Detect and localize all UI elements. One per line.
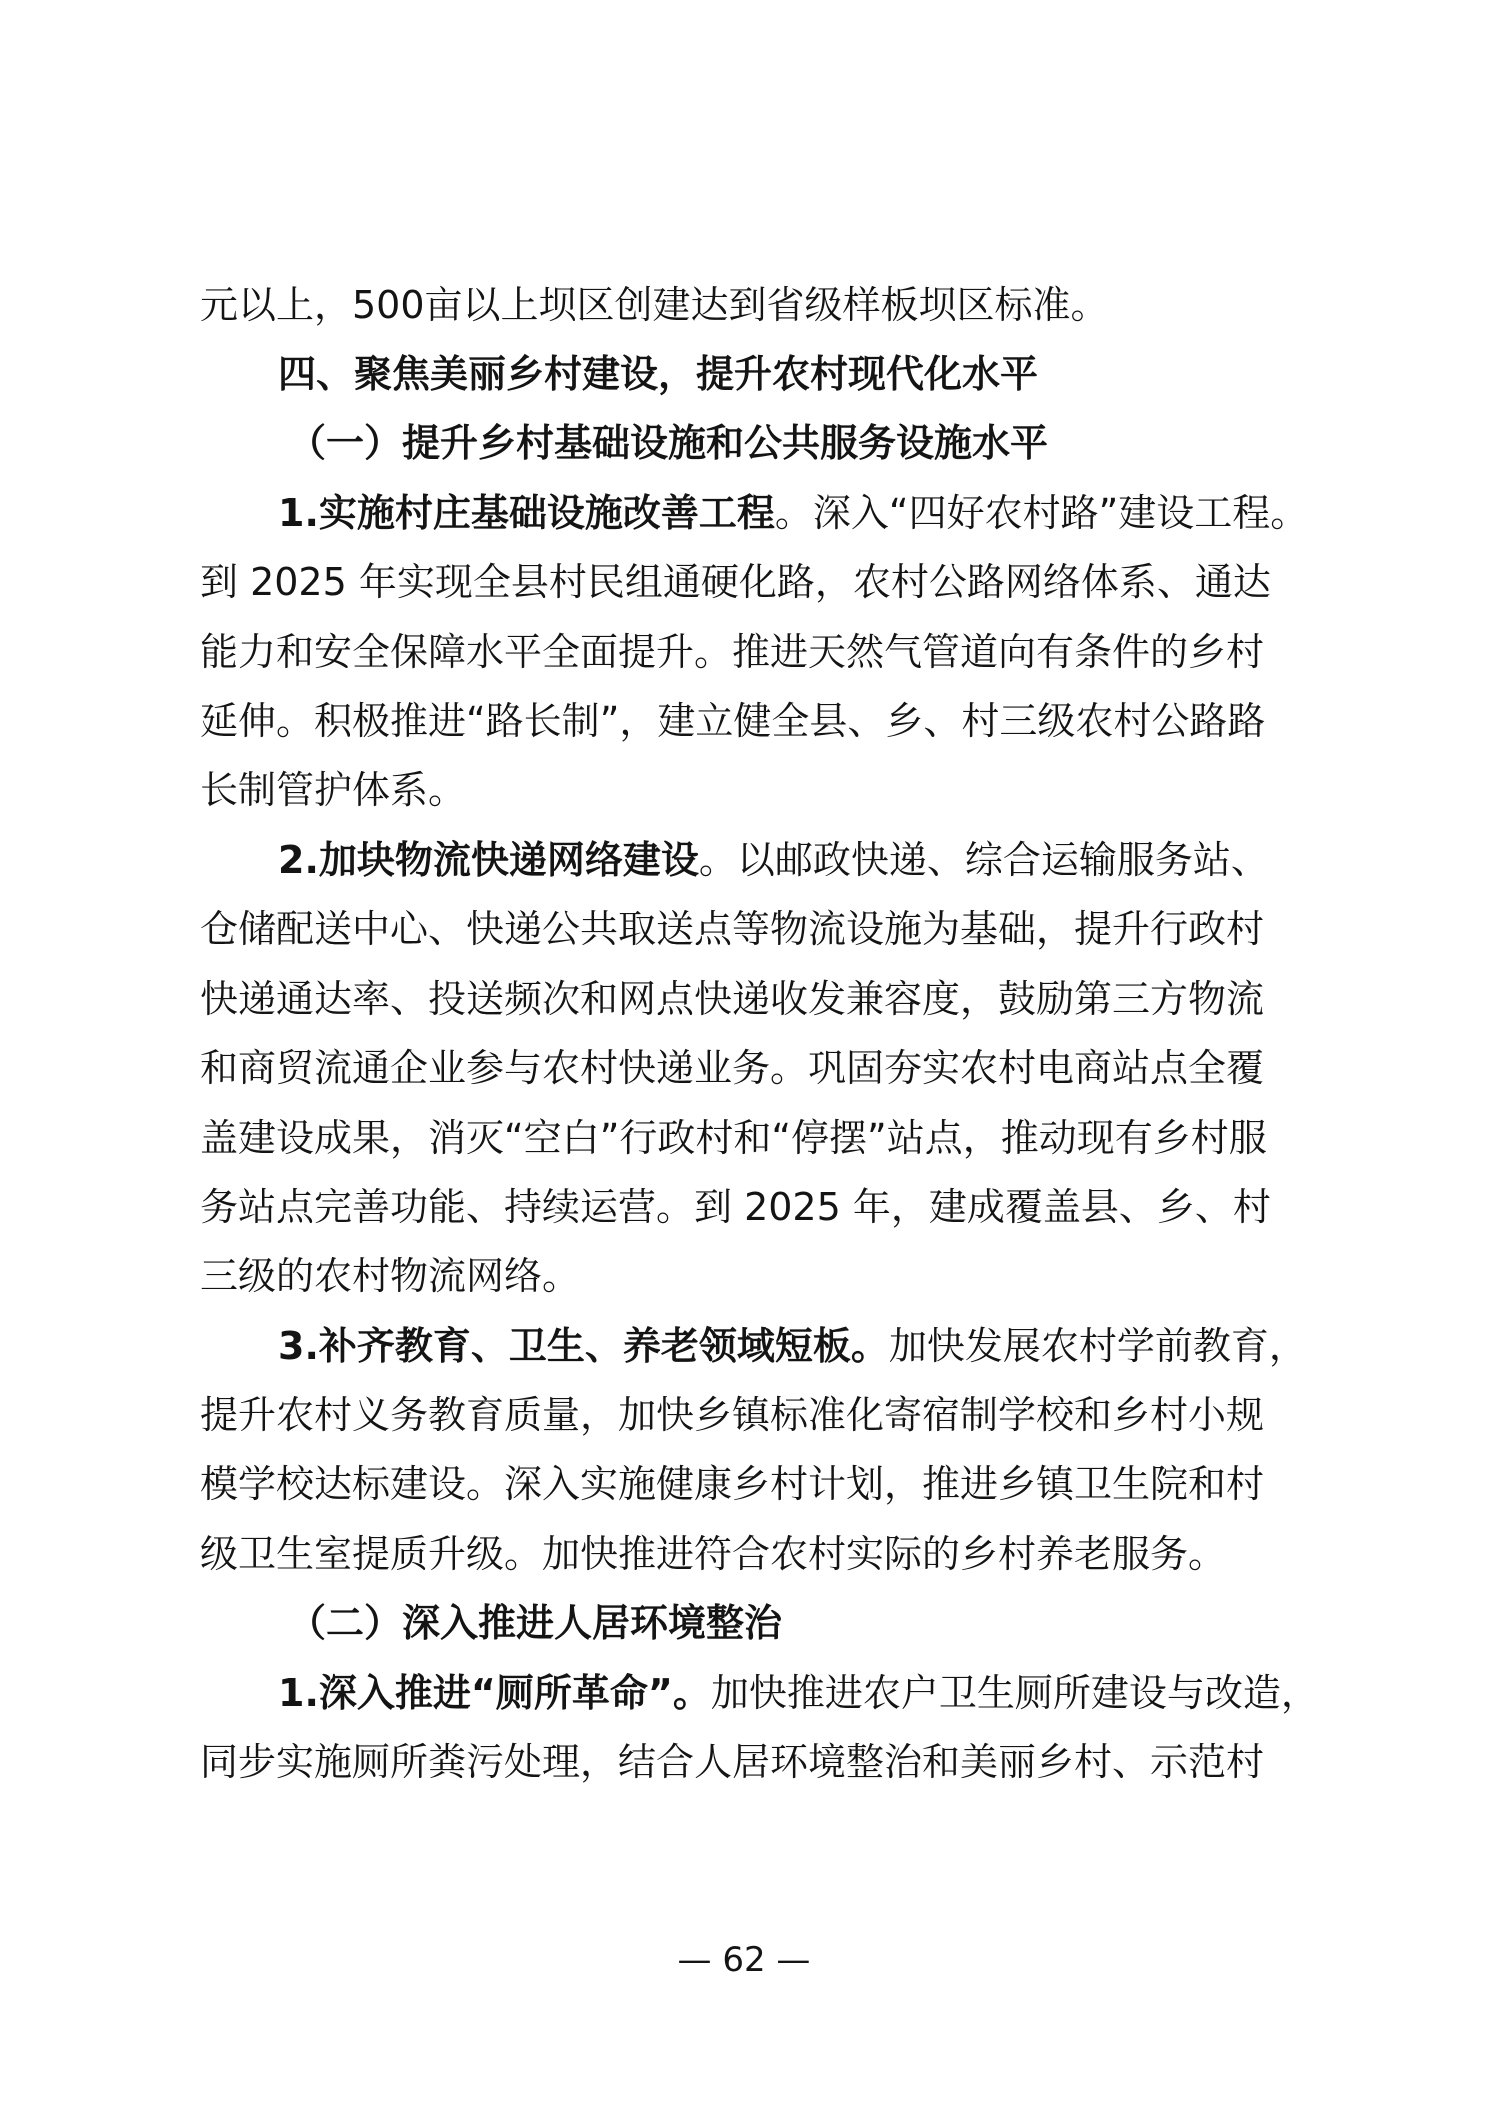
body-text-line: 长制管护体系。 xyxy=(200,768,467,812)
body-text-line: 三级的农村物流网络。 xyxy=(200,1254,581,1298)
body-text-line: 务站点完善功能、持续运营。到 2025 年，建成覆盖县、乡、村 xyxy=(200,1185,1271,1229)
subsection-heading: （二）深入推进人居环境整治 xyxy=(288,1601,783,1645)
body-text-line: 能力和安全保障水平全面提升。推进天然气管道向有条件的乡村 xyxy=(200,630,1265,674)
item-lead-text: 。深入“四好农村路”建设工程。 xyxy=(774,491,1309,535)
body-text-line: 延伸。积极推进“路长制”，建立健全县、乡、村三级农村公路路 xyxy=(200,699,1266,743)
paragraph-first-line xyxy=(278,1669,1418,1739)
body-text-line: 元以上，500亩以上坝区创建达到省级样板坝区标准。 xyxy=(200,283,1109,327)
body-text-line: 和商贸流通企业参与农村快递业务。巩固夯实农村电商站点全覆 xyxy=(200,1046,1265,1090)
page-number: — 62 — xyxy=(677,1940,811,1980)
body-text-line: 级卫生室提质升级。加快推进符合农村实际的乡村养老服务。 xyxy=(200,1532,1227,1576)
body-text-line: 同步实施厕所粪污处理，结合人居环境整治和美丽乡村、示范村 xyxy=(200,1740,1265,1784)
item-lead-title: 1.深入推进“厕所革命”。 xyxy=(278,1671,711,1715)
paragraph-first-line xyxy=(278,489,1418,559)
body-text-line: 模学校达标建设。深入实施健康乡村计划，推进乡镇卫生院和村 xyxy=(200,1462,1265,1506)
body-text-line: 到 2025 年实现全县村民组通硬化路，农村公路网络体系、通达 xyxy=(200,560,1271,604)
item-lead-title: 1.实施村庄基础设施改善工程 xyxy=(278,491,775,535)
body-text-line: 盖建设成果，消灭“空白”行政村和“停摆”站点，推动现有乡村服 xyxy=(200,1116,1267,1160)
item-lead-text: 加快发展农村学前教育， xyxy=(888,1324,1307,1368)
item-lead-text: 加快推进农户卫生厕所建设与改造， xyxy=(710,1671,1319,1715)
item-lead-title: 2.加块物流快递网络建设 xyxy=(278,838,699,882)
body-text-line: 仓储配送中心、快递公共取送点等物流设施为基础，提升行政村 xyxy=(200,907,1265,951)
section-heading: 四、聚焦美丽乡村建设，提升农村现代化水平 xyxy=(278,352,1039,396)
body-text-line: 快递通达率、投送频次和网点快递收发兼容度，鼓励第三方物流 xyxy=(200,977,1265,1021)
body-text-line: 提升农村义务教育质量，加快乡镇标准化寄宿制学校和乡村小规 xyxy=(200,1393,1265,1437)
paragraph-first-line xyxy=(278,1322,1418,1392)
item-lead-title: 3.补齐教育、卫生、养老领域短板。 xyxy=(278,1324,889,1368)
subsection-heading: （一）提升乡村基础设施和公共服务设施水平 xyxy=(288,421,1049,465)
paragraph-first-line xyxy=(278,836,1418,906)
item-lead-text: 。以邮政快递、综合运输服务站、 xyxy=(698,838,1269,882)
